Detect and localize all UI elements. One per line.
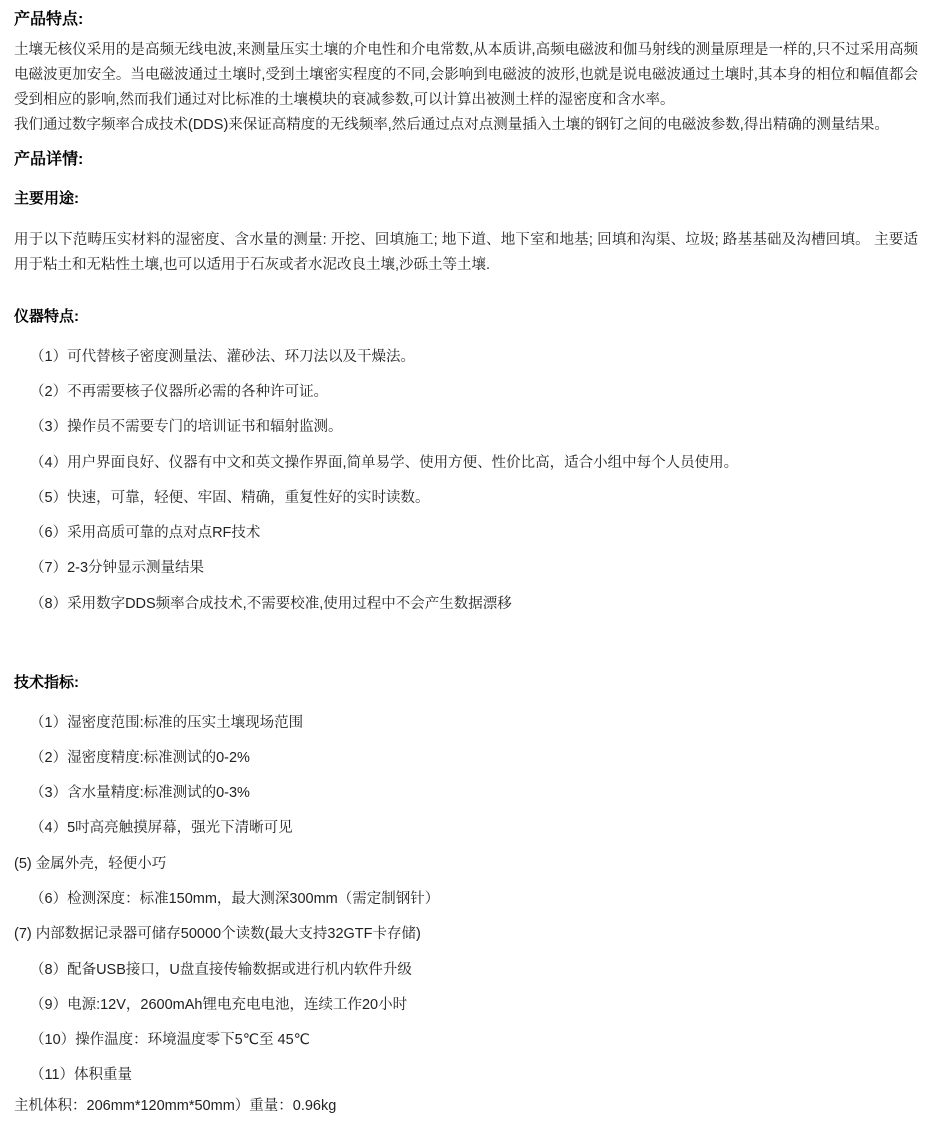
list-item: （6）检测深度：标准150mm，最大测深300mm（需定制钢针） [30, 890, 440, 907]
list-item: (5) 金属外壳，轻便小巧 [14, 855, 167, 872]
details-heading: 产品详情: [14, 150, 84, 168]
specs-trailing-text: 主机体积：206mm*120mm*50mm）重量：0.96kg [14, 1097, 337, 1114]
list-item: （5）快速，可靠，轻便、牢固、精确，重复性好的实时读数。 [30, 489, 430, 506]
instrument-features-list [14, 347, 918, 614]
list-item: （11）体积重量 [30, 1067, 133, 1084]
spacer [14, 695, 918, 713]
list-item: （1）可代替核子密度测量法、灌砂法、环刀法以及干燥法。 [30, 348, 416, 365]
features-paragraph-2: 我们通过数字频率合成技术(DDS)来保证高精度的无线频率,然后通过点对点测量插入土壤的钢钉之间的电磁波参数,得出精确的测量结果。 [14, 116, 889, 133]
features-heading: 产品特点: [14, 11, 84, 28]
list-item: （3）含水量精度:标准测试的0-3% [30, 785, 250, 802]
spacer [14, 654, 918, 672]
list-item: （1）湿密度范围:标准的压实土壤现场范围 [30, 714, 304, 731]
list-item: （2）湿密度精度:标准测试的0-2% [30, 749, 250, 766]
specs-heading: 技术指标: [14, 674, 79, 691]
list-item: （8）配备USB接口，U盘直接传输数据或进行机内软件升级 [30, 961, 412, 978]
spacer [14, 614, 918, 654]
list-item: （10）操作温度：环境温度零下5℃至 45℃ [30, 1032, 310, 1049]
list-item: （6）采用高质可靠的点对点RF技术 [30, 525, 261, 542]
spacer [14, 329, 918, 347]
specs-list [14, 713, 918, 1086]
list-item: （8）采用数字DDS频率合成技术,不需要校准,使用过程中不会产生数据漂移 [30, 595, 512, 612]
spacer [14, 138, 918, 148]
main-use-heading: 主要用途: [14, 189, 79, 207]
spacer [14, 178, 918, 188]
instrument-features-heading: 仪器特点: [14, 308, 79, 326]
spacer [14, 210, 918, 228]
list-item: （9）电源:12V，2600mAh锂电充电电池，连续工作20小时 [30, 996, 408, 1013]
list-item: (7) 内部数据记录器可储存50000个读数(最大支持32GTF卡存储) [14, 926, 421, 943]
list-item: （4）用户界面良好、仪器有中文和英文操作界面,简单易学、使用方便、性价比高，适合小组中每个人员使用。 [30, 454, 739, 471]
spacer [14, 278, 918, 306]
list-item: （3）操作员不需要专门的培训证书和辐射监测。 [30, 419, 343, 436]
list-item: （4）5吋高亮触摸屏幕，强光下清晰可见 [30, 820, 293, 837]
list-item: （2）不再需要核子仪器所必需的各种许可证。 [30, 383, 329, 400]
list-item: （7）2-3分钟显示测量结果 [30, 560, 205, 577]
main-use-paragraph: 用于以下范畴压实材料的湿密度、含水量的测量: 开挖、回填施工; 地下道、地下室和地基; 回填和沟渠、垃圾; 路基基础及沟槽回填。 主要适用于粘土和无粘性土壤,也可以适用于石灰或者水泥改良土壤,沙砾土等土壤. [14, 232, 918, 274]
features-paragraph-1: 土壤无核仪采用的是高频无线电波,来测量压实土壤的介电性和介电常数,从本质讲,高频电磁波和伽马射线的测量原理是一样的,只不过采用高频电磁波更加安全。当电磁波通过土壤时,受到土壤密实程度的不同,会影响到电磁波的波形,也就是说电磁波通过土壤时,其本身的相位和幅值都会受到相应的影响,然而我们通过对比标准的土壤模块的衰减参数,可以计算出被测土样的湿密度和含水率。 [14, 42, 918, 108]
